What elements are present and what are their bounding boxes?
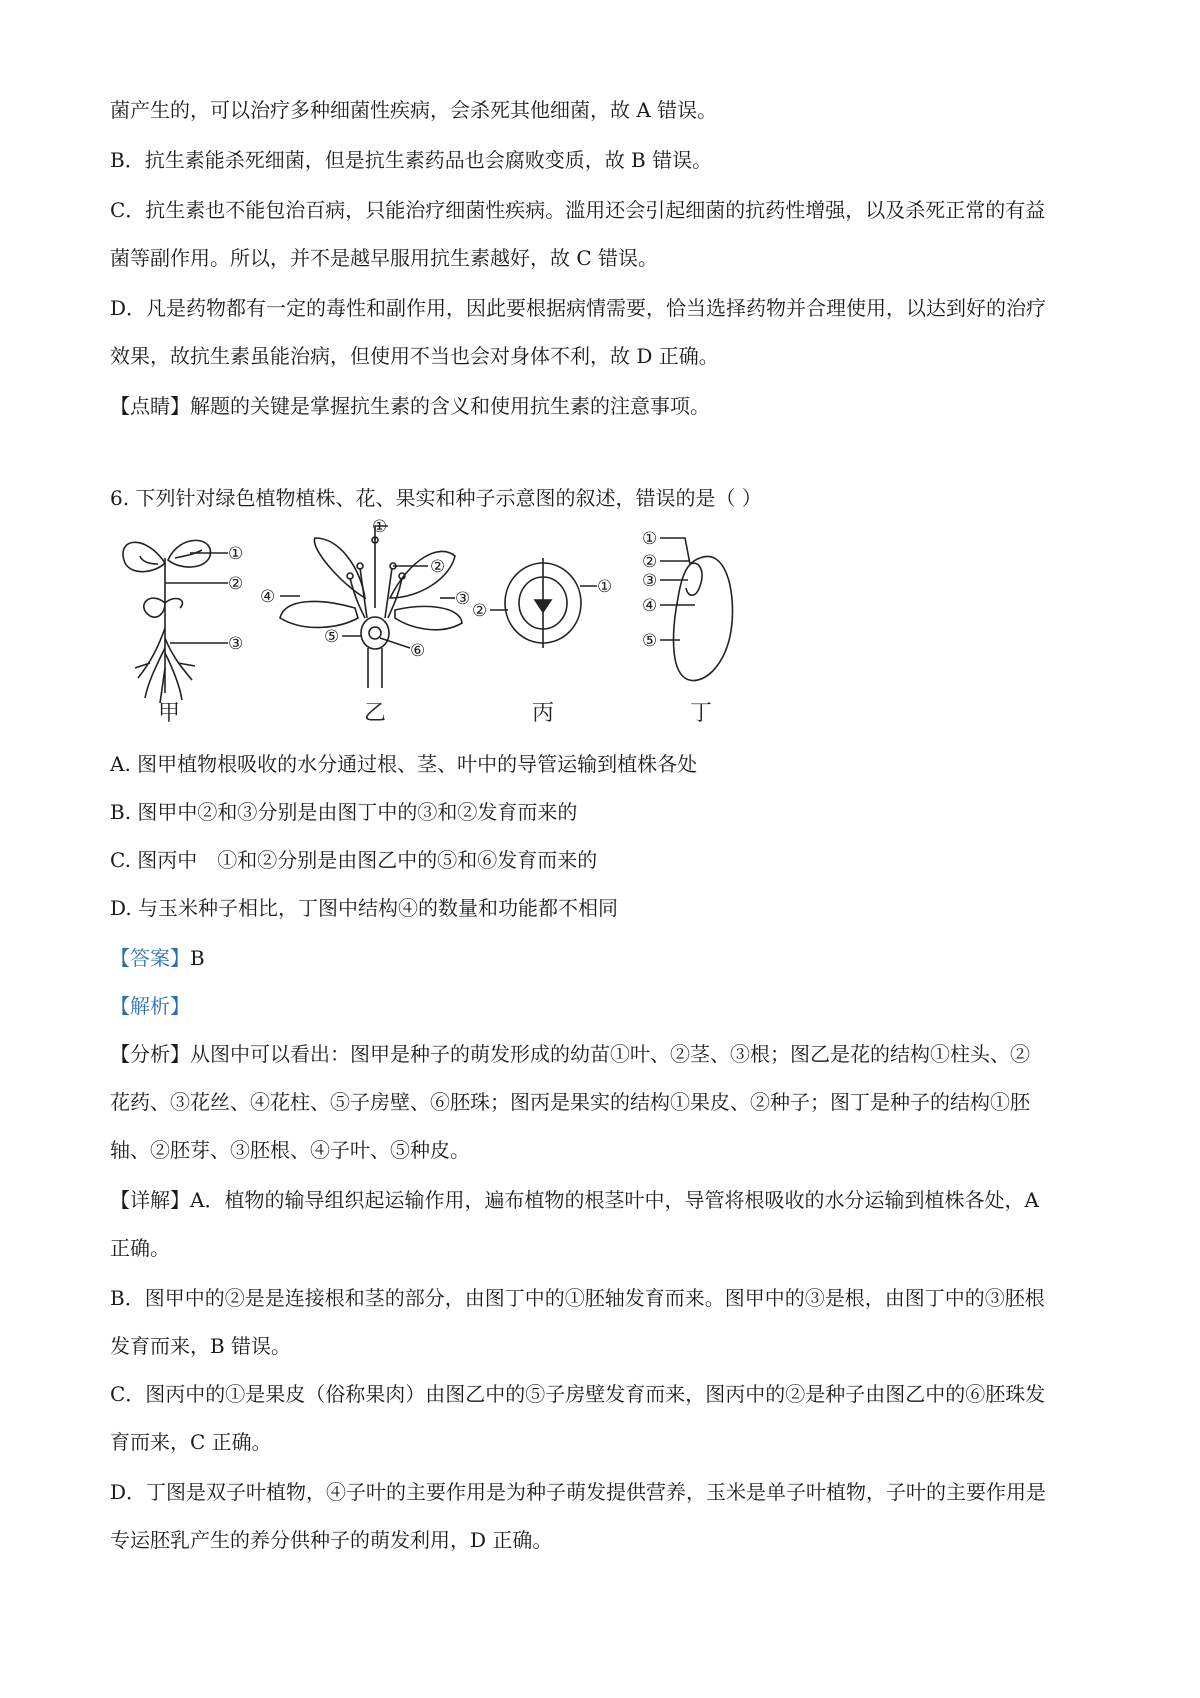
leader-line (380, 638, 410, 648)
flower-stalk (368, 648, 382, 688)
detail-line: 专运胚乳产生的养分供种子的萌发利用，D 正确。 (110, 1528, 553, 1552)
question-stem: 6. 下列针对绿色植物植株、花、果实和种子示意图的叙述，错误的是（ ） (110, 486, 762, 510)
flower-petal (395, 606, 462, 629)
text-line: C．抗生素也不能包治百病，只能治疗细菌性疾病。滥用还会引起细菌的抗药性增强，以及杀死正常的有益 (110, 198, 1046, 222)
marker-3: ③ (642, 571, 658, 591)
marker-6: ⑥ (410, 641, 426, 661)
diagram-ding (660, 538, 733, 681)
marker-5: ⑤ (324, 627, 340, 647)
marker-1: ① (228, 544, 244, 564)
marker-1: ① (597, 577, 613, 597)
text-line: 菌等副作用。所以，并不是越早服用抗生素越好，故 C 错误。 (110, 246, 659, 270)
diagram-yi (280, 526, 462, 688)
marker-4: ④ (260, 587, 276, 607)
caption-yi: 乙 (364, 701, 387, 726)
marker-5: ⑤ (642, 631, 658, 651)
marker-2: ② (430, 557, 446, 577)
option-d: D. 与玉米种子相比，丁图中结构④的数量和功能都不相同 (110, 896, 619, 920)
labels-ding (642, 529, 712, 726)
detail-line: C．图丙中的①是果皮（俗称果肉）由图乙中的⑤子房壁发育而来，图丙中的②是种子由图乙中的⑥胚珠发 (110, 1382, 1046, 1406)
leaf-vein (140, 556, 158, 564)
analysis-line: 【分析】从图中可以看出：图甲是种子的萌发形成的幼苗①叶、②茎、③根；图乙是花的结构①柱头、② (110, 1042, 1030, 1066)
marker-2: ② (228, 574, 244, 594)
leaf-vein (175, 550, 202, 558)
marker-3: ③ (228, 634, 244, 654)
embryo (686, 563, 702, 595)
detail-line: 【详解】A．植物的输导组织起运输作用，遍布植物的根茎叶中，导管将根吸收的水分运输到植株各处，A (110, 1188, 1039, 1212)
diagram-jia (123, 540, 228, 703)
leader-line (660, 538, 690, 564)
flower-stamens (350, 538, 402, 618)
seedling-cotyledon (144, 598, 165, 617)
option-c: C. 图丙中 ①和②分别是由图乙中的⑤和⑥发育而来的 (110, 848, 598, 872)
seedling-cotyledon (165, 599, 182, 608)
caption-bing: 丙 (532, 701, 555, 726)
plant-diagram-figure (110, 517, 810, 728)
marker-4: ④ (642, 596, 658, 616)
diagram-bing (490, 558, 597, 648)
ovary (361, 617, 389, 649)
caption-ding: 丁 (690, 701, 713, 726)
seed-coat (674, 556, 733, 680)
seedling-leaf-left (123, 542, 165, 571)
text-line: D．凡是药物都有一定的毒性和副作用，因此要根据病情需要，恰当选择药物并合理使用，以达到好的治疗 (110, 296, 1047, 320)
detail-line: B．图甲中的②是是连接根和茎的部分，由图丁中的①胚轴发育而来。图甲中的③是根，由图丁中的③胚根 (110, 1286, 1045, 1310)
text-line: B．抗生素能杀死细菌，但是抗生素药品也会腐败变质，故 B 错误。 (110, 148, 713, 172)
marker-3: ③ (455, 589, 471, 609)
key-point-note: 【点睛】解题的关键是掌握抗生素的含义和使用抗生素的注意事项。 (110, 394, 710, 418)
detail-line: 正确。 (110, 1236, 170, 1260)
flower-petal (280, 601, 358, 627)
marker-1: ① (372, 517, 388, 537)
detail-line: 育而来，C 正确。 (110, 1430, 272, 1454)
detail-line: D．丁图是双子叶植物，④子叶的主要作用是为种子萌发提供营养，玉米是单子叶植物，子叶的主要作用是 (110, 1480, 1047, 1504)
ovule (369, 627, 381, 639)
text-line: 效果，故抗生素虽能治病，但使用不当也会对身体不利，故 D 正确。 (110, 344, 719, 368)
text-line: 菌产生的，可以治疗多种细菌性疾病，会杀死其他细菌，故 A 错误。 (110, 98, 718, 122)
analysis-line: 花药、③花丝、④花柱、⑤子房壁、⑥胚珠；图丙是果实的结构①果皮、②种子；图丁是种子的结构①胚 (110, 1090, 1030, 1114)
marker-2: ② (472, 601, 488, 621)
option-a: A. 图甲植物根吸收的水分通过根、茎、叶中的导管运输到植株各处 (110, 752, 698, 776)
caption-jia: 甲 (158, 701, 181, 726)
answer-label: 【答案】 (110, 946, 190, 970)
option-b: B. 图甲中②和③分别是由图丁中的③和②发育而来的 (110, 800, 578, 824)
labels-jia (158, 544, 243, 726)
analysis-label: 【解析】 (110, 994, 190, 1018)
plant-diagrams-svg (110, 517, 810, 728)
detail-line: 发育而来，B 错误。 (110, 1334, 292, 1358)
fruit-seed (535, 600, 551, 612)
answer-value: B (190, 946, 205, 970)
answer-line (110, 944, 205, 972)
marker-2: ② (642, 552, 658, 572)
analysis-line: 轴、②胚芽、③胚根、④子叶、⑤种皮。 (110, 1138, 470, 1162)
marker-1: ① (642, 529, 658, 549)
